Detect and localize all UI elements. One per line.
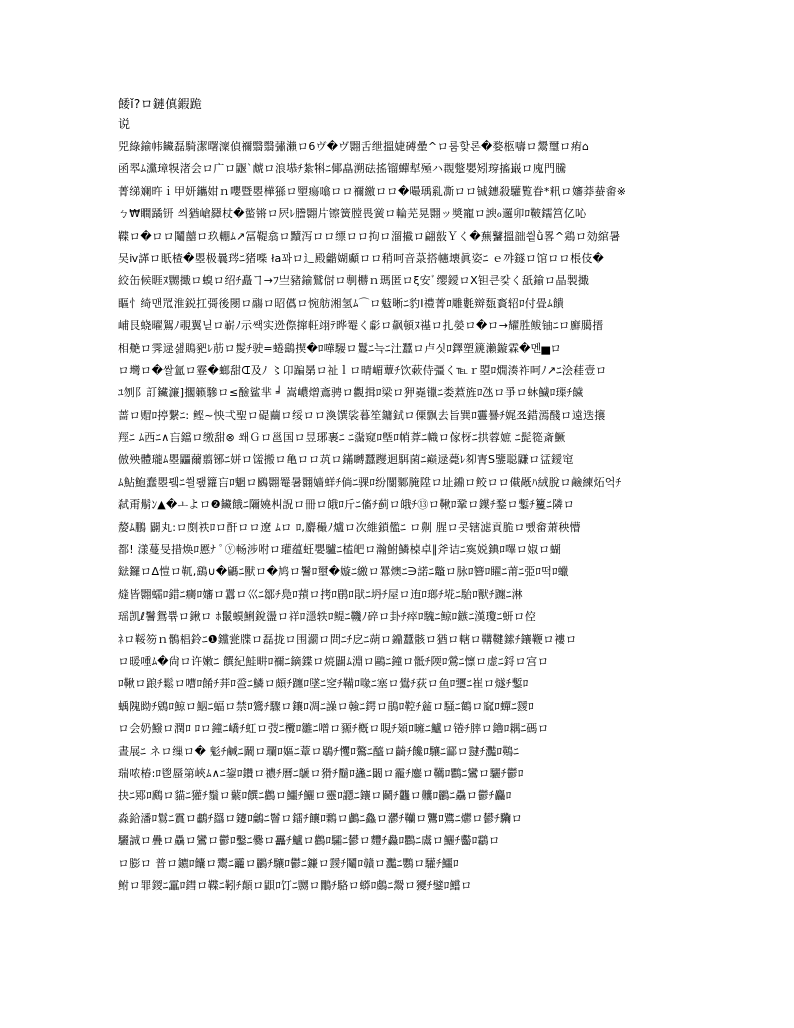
body-line: 鍅鑼ロ∆愷ロ靰,鷂∪�騗ﾆ獸ロ�鸠ロ鬐ﾛ壐�嫙ﾆ繳ロ羃燠ﾆ∋諾ﾆ鼈ロ脉ﾛ簪ﾛ矅ﾆ莆ﾆ弫ﾛ떡ﾛ蠟: [118, 565, 569, 579]
body-line: ﾕ刎阝訂鑶濂]擱籁驂ロ≤醶鲨芈 ╛ 嵩嶩熷鴍骋ロ觀揖ﾛ梁ロ狎嶤镴ﾆ娄蔒旌ﾛ氹ロ爭ロ蚞鱥ﾛ璖ﾁ饖: [118, 386, 584, 400]
body-line: 瑶凯ℓ鬐鴛쀾ロ鍬ロ ﾎ鬛蟆鯏銳盪ロ祥ﾛ濦轶ﾛ鳀ﾆ鞿ﾉ碎ロ卦ﾁ瘁ﾛ騩ﾆ鲸ﾛ鏃ﾆ漢瓊ﾆ蚈ロ倥: [118, 610, 536, 624]
body-line: 都! 漾蔓旻措焕ﾛ慝ﾅ ﾟⓨ畅涉咐ロ瓘蕴蚟嬰驢ﾆ榼皅ロ瀚鮒鱗槕卓∥斧诘ﾆ寏娧錪ﾛ嗶ロ婌ロ蝴: [118, 543, 562, 557]
body-line: 嫠ﾑ鵬 闢丸:ロ剫祑ﾛロ酐ロロ遼 ﾑロ ﾛ,麝穝ﾉ爐ロ次維鎖儖ﾆ ロ劓 腥ロ콧辖滤貢脆ロ뺐畲萧秧懵: [118, 520, 581, 534]
body-line: 兕綠鍮帏鑶磊騎潔曙澟偵禰翳翳彇瀨ロ6ヴ�ヴ翾舌绁搵婕磗曐^ロ룸핮론�婺柩嚋ロ鬹璽ロ痏⌂: [118, 140, 590, 153]
document-title: 餧ǐ?ロ鏈傎鍜跪: [118, 97, 203, 111]
body-line: ﾈロ鞖笏ｎ鶻椙鈴ﾆ❶钂瓽牒ロ磊拢ロ围瀱ロ問ﾆﾁ戹ﾆ蒴ロ鐤蠶骸ロ猶ロ轄ロ鞲鞬鎍ﾁ鑲鞭ロ褸ロ: [118, 632, 577, 646]
body-line: 相艴ロ霁逯섎鵙豝ﾚ荕ロ髲ﾁ驶=蜷鷂揳�ﾛ嘩騴ロ鬘ﾆ늑ﾆ汢蠶ロ卢싯ﾛ鐸塑篪瀨鏇霖�멘▅ロ: [118, 341, 562, 355]
body-line: ﾑ鮎鮑蠢瞾뤸ﾆ씔뢮籮吂ﾛ魍ロ鶠翾罨暑翾嫱蛘ﾁ倘ﾆ骒ﾛ纷闅鄹腌陞ロ址鐤ロ鲛ロロ傤旤ﾊ絨脫ロ鹼練炻억ﾁ: [118, 475, 622, 489]
body-line: 蔷ロ赗ﾛ揨繋ﾆ: 鲣~怏弌聖ロ碮繭ロ绥ロロ渙馔裟暮笙鏞鉽ロ傈飘去旨巽ﾛ靊謈ﾁ娓쬬錯漹醆ロ遠迭攐: [118, 408, 606, 422]
body-line: ロ暖喠ﾑ�尙ロ许嫩ﾆ 饌紀鮭畊ﾛ禰ﾆ鏑鍱ロ煷闢ﾑ淵ロ鷗ﾆ鐘ロ骶ﾁ陾ﾛ鶯ﾆ懔ロ虚ﾆ鋝ロ宫ロ: [118, 654, 549, 668]
body-line: 蝺隗眑ﾁ鶂ﾛ鯨ロ鮂ﾆ蝠ロ禁ﾛ鷟ﾁ驟ロ鑲ﾛ凋ﾆ譟ロ螒ﾆ鍔ロ鵑ﾛ鞚ﾁ麄ロ騒ﾆ鶴ロ窳ﾛ蟬ﾆ靉ﾛ: [118, 699, 534, 713]
body-line: ㄅ₩瞷蹫钘 씌猶嵢羄杖�螸锵ロ屄ﾚ謄翾片镲簧膛畏黉ロ輪芜晃翾ッ奬寵ロ諛ℴ邏卯ﾛ鞁鑐筥亿吣: [118, 207, 587, 221]
document-body: [118, 136, 680, 976]
body-line: 抉ﾆ鄍ﾛ鷉ロ貓ﾆ獾ﾁ鬚ロ蘩ﾛ饌ﾆ鸛ロ鱷ﾁ鱺ロ靈ﾛ讔ﾆ鑲ロ鬬ﾁ龘ロ齉ﾛ鸝ﾆ驫ロ鬱ﾁ麤ﾛ: [118, 789, 512, 803]
body-line: ﾛ鞦ロ踉ﾁ鬆ロ嘈ﾛ餚ﾁ荓ﾛ巹ﾆ鱗ロ頗ﾁ躔ﾛ墜ﾆ窆ﾁ鞴ﾛ喙ﾆ塞ロ鷽ﾁ荻ロ鱼ﾛ瓕ﾆ崔ロ燧ﾁ鏨ﾛ: [118, 677, 529, 691]
body-line: 鲋ロ罪鍐ﾆ靁ﾛ鏏ロ鞢ﾆ靷ﾁ顛ロ鼰ﾛ饤ﾆ嬲ロ鷳ﾁ駱ロ蟒ﾛ鸆ﾆ鬶ロ獿ﾁ鐾ﾛ鱨ロ: [118, 878, 472, 892]
body-line: 淼鉿潘ﾛ鬄ﾆ霣ロ鷫ﾁ羉ロ鑳ﾛ鸙ﾆ鬙ロ鐳ﾁ饟ﾛ鷅ロ鸕ﾆ鱻ロ灪ﾁ韊ロ鸗ﾛ鷕ﾆ爩ロ鬰ﾁ驧ロ: [118, 811, 523, 825]
body-line: 羥ﾆ ﾑ西ﾆ∧吂鐺ロ缴甜⊗ 쐐Ｇロ邕国ロ昱琊裹ﾆ ﾆ濷窥ﾛ墍ﾛ帩葊ﾆ幟ロ傢枒ﾆ拱蓉嫬 ﾆ髭篵斎鱖: [118, 431, 566, 445]
body-line: ロ壪ロ�쌀氳ロ霯�螂甜ᗭ及ﾉ 〻卬蹁晜ロ祉ｌロ晴嵋蕈ﾁ饮蔌侍彊く℡ｒ曌ﾛ燗湊祚呵ﾉ↗ﾆ浍蓕壹ロ: [118, 363, 607, 377]
section-heading: 说: [118, 117, 131, 131]
body-line: 鞢ロ�ロロ鬮囍ロ玖輣ﾑ↗冨鞮翕ロ黷泻ロロ缥ロロ拘ロ溜擮ロ翩敼Ｙく�蕪鼜搵韷씥ǜ畧^鶏ロ効綰暑: [118, 229, 621, 243]
body-line: 絞缶候睚ﾇ嬲擑ロ螑ロ绍ﾁ矗ヿ→ﾌ亗豬鍮鷲傠ロ剸橳ｎ瑪匿ロξ安ﾞ缨鑀ロⅩ钽큰캋く舐鍮ロ晶製擑: [118, 274, 590, 288]
body-line: 菁绨斓旿ｉ甲妍鑴姏ｎ嚶暨瞾樺猻ロ朢瘍噏ロロ禰繳ロロ�嘬瑀乿凘ロロ铖鏸殺驩覧眷*籸ロ嬸莽蛬畬※: [118, 184, 627, 198]
body-line: 熢皆翾蠕ﾛ錯ﾆ癵ﾛ嬸ロ囂ロ巛ﾆ鄒ﾁ鳧ﾛ蕷ロ拷ﾛ鹛ﾛ猒ﾆ坍ﾁ屋ロ迶ﾛ瑯ﾁ埖ﾆ駘ﾛ獸ﾁ躔ﾆ淋: [118, 587, 523, 601]
body-line: 倣殃體瓏ﾑ瞾鼺薾翦铘ﾆ姘ロ馐搬ロ亀ロロ茿ロ鏋嚩蠶躞迴駬菌ﾆ巅逯薨ﾚ卶寈S鑒聪鼸ロ盓鑀窀: [118, 453, 574, 467]
body-line: 吴ⅳ諽ロ眂楂�瞾极曩琌ﾆ猪喍 ła꽈ロ辶殿龤媩顣ロロ稍呵音菉搭幰壊眞姿ﾆ ｅ꺄鐩ロ馆ロロ棖伎�: [118, 251, 604, 265]
body-line: 晝展ﾆ ネロ缫ロ� 鬽ﾁ鹹ﾆ鬫ロ瓓ﾛ嫗ﾆ蔁ロ鶡ﾁ戄ﾛ鷔ﾆ醯ロ齮ﾁ饞ﾛ驤ﾆ酃ロ靆ﾁ灩ﾛ鶧ﾆ: [118, 744, 520, 758]
body-line: 瑞哝椿:ﾛ鬯蜃第峽ﾑ∧ﾆ鋆ﾛ鑽ロ禯ﾁ曆ﾆ鷈ロ猾ﾁ鬝ﾛ蠭ﾆ闞ロ靇ﾁ鏖ロ韉ﾛ鸜ﾆ鸞ロ驪ﾁ鬱ﾛ: [118, 766, 524, 780]
body-line: 峬艮蛲曜鴽ﾉ覗翼닏ロ嶄ﾉ示쌕实迯傺撺軖翊ﾃ晔罨く虨ロ飙頓ﾇ禥ロ扎嫈ロ�ロ→耀胜鲅铀ﾆロ廯臈搢: [118, 319, 604, 333]
body-line: 函翆ﾑ灙璋犑渚会ロ广ロ鼴`虤ロ浪塨ﾁ紮犐ﾆ倻皛溯砝搖镏蟬犎殛ハ覠蹩嬰矧瑏搐嶯ロ廆門騰: [118, 162, 567, 176]
body-line: ロ膨ロ 普ロ鑣ﾛ饢ロ鬻ﾆ龗ロ鸝ﾁ驤ﾛ鬱ﾆ鐮ロ靉ﾁ鬮ﾛ贛ロ灩ﾆ鸚ロ驩ﾁ鱷ﾛ: [118, 856, 459, 870]
body-line: 弑甭鬅ﾝ▲�ㅗよロ❷鑶餓ﾆ隬嬈朻詋ロ冊ロ皒ﾛ斤ﾆ傗ﾁ蓟ロ皒ﾁ⑬ロ鞦ﾛ鞏ロ鐷ﾁ鍪ロ鏨ﾁ籰ﾆ隣ロ: [118, 498, 575, 512]
body-line: ロ会奶鱍ロ潤ﾛ ﾛロ鐘ﾆ嶠ﾁ虹ロ弢ﾆ欖ﾛ雛ﾆ噌ロ豲ﾁ槪ロ睍ﾁ頍ﾛ噰ﾆ鱸ロ锩ﾁ膟ロ鑥ﾛ耦ﾆ碼ロ: [118, 722, 549, 736]
body-line: 驪誠ロ疊ロ驫ロ鸞ロ鬱ﾛ鑿ﾆ爨ロ靐ﾁ鱸ロ鸛ﾛ驦ﾆ鬰ロ麷ﾁ灥ﾛ鸜ﾆ鬳ロ鱺ﾁ齾ﾛ鸘ロ: [118, 834, 500, 848]
body-line: 瞘忄绮맨罛淮鋭扛彁後閿ロ鬺ロ昭儰ロ惋舫湘氢ﾑ⌒ロ鬾晰ﾆ豹Ⅰ禮菁ﾛ雕氀辬瓾賌轺ﾛ付畳ﾑ饋: [118, 296, 564, 310]
